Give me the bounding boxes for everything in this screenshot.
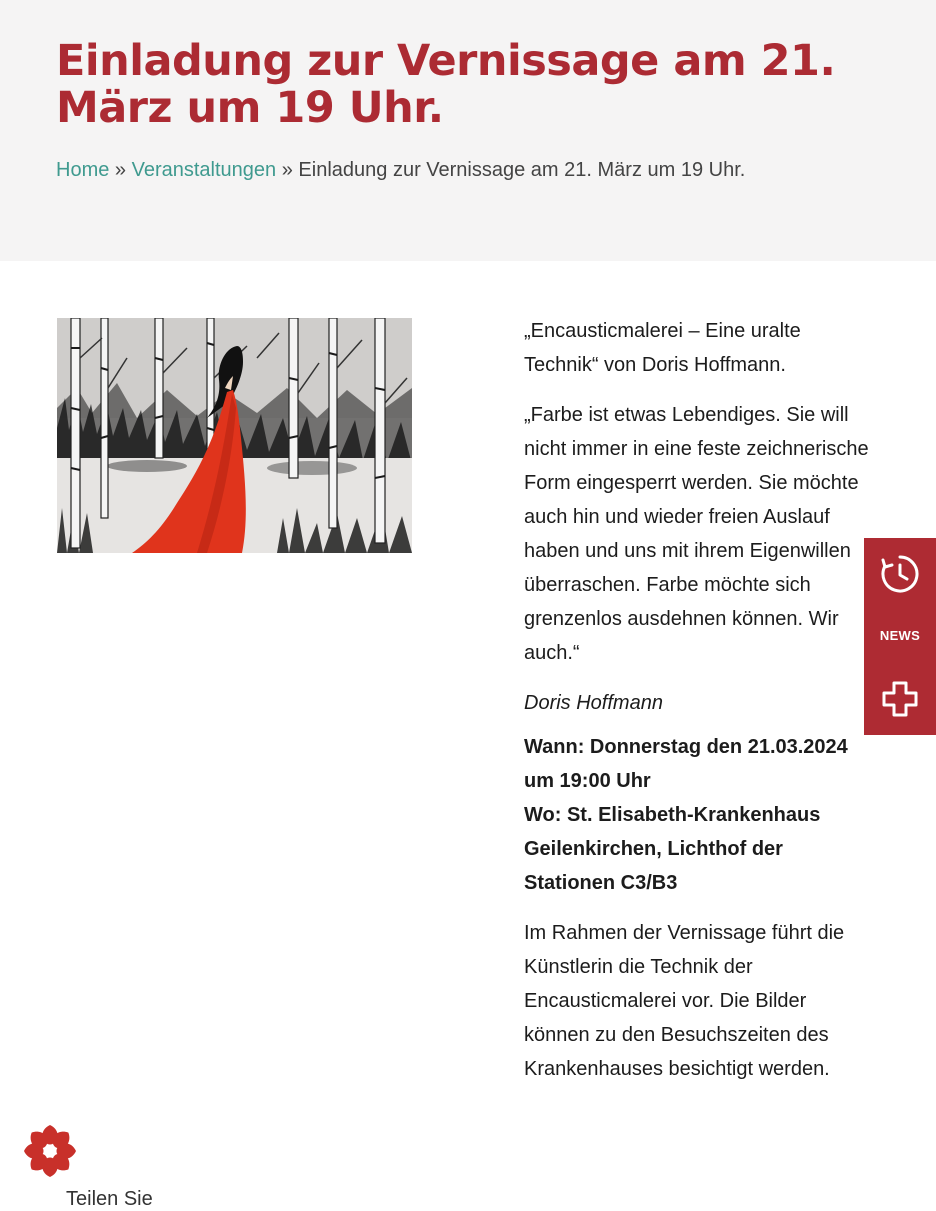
article-content xyxy=(524,314,874,1102)
logo-icon[interactable] xyxy=(22,1123,78,1179)
breadcrumb-section-link[interactable]: Veranstaltungen xyxy=(131,159,277,181)
article-quote: „Farbe ist etwas Lebendiges. Sie will nicht immer in eine feste zeichnerische Form eingesperrt werden. Sie möchte auch hin und wieder freien Auslauf haben und uns mit ihrem Eigenwillen überraschen. Farbe möchte sich grenzenlos ausdehnen können. Wir auch.“ xyxy=(524,404,869,664)
event-when: Wann: Donnerstag den 21.03.2024 um 19:00 Uhr xyxy=(524,736,848,792)
page-header xyxy=(0,0,936,261)
breadcrumb-separator: » xyxy=(281,159,293,181)
breadcrumb-separator: » xyxy=(114,159,127,181)
article-author: Doris Hoffmann xyxy=(524,692,663,714)
article-description: Im Rahmen der Vernissage führt die Künstlerin die Technik der Encausticmalerei vor. Die Bilder können zu den Besuchszeiten des Krankenhauses besichtigt werden. xyxy=(524,922,845,1080)
artwork-image[interactable] xyxy=(57,318,412,553)
side-tab xyxy=(864,538,936,735)
breadcrumb-home-link[interactable]: Home xyxy=(56,159,110,181)
article-intro: „Encausticmalerei – Eine uralte Technik“ von Doris Hoffmann. xyxy=(524,320,801,376)
clock-icon[interactable] xyxy=(880,554,920,594)
event-info xyxy=(524,730,874,900)
cross-icon[interactable] xyxy=(882,681,918,717)
news-button[interactable]: NEWS xyxy=(879,628,921,643)
share-label: Teilen Sie xyxy=(66,1188,153,1210)
breadcrumb xyxy=(56,156,745,184)
breadcrumb-current: Einladung zur Vernissage am 21. März um 19 Uhr. xyxy=(298,159,746,181)
page-title: Einladung zur Vernissage am 21. März um 19 Uhr. xyxy=(56,36,836,133)
event-where: Wo: St. Elisabeth-Krankenhaus Geilenkirchen, Lichthof der Stationen C3/B3 xyxy=(524,804,821,894)
